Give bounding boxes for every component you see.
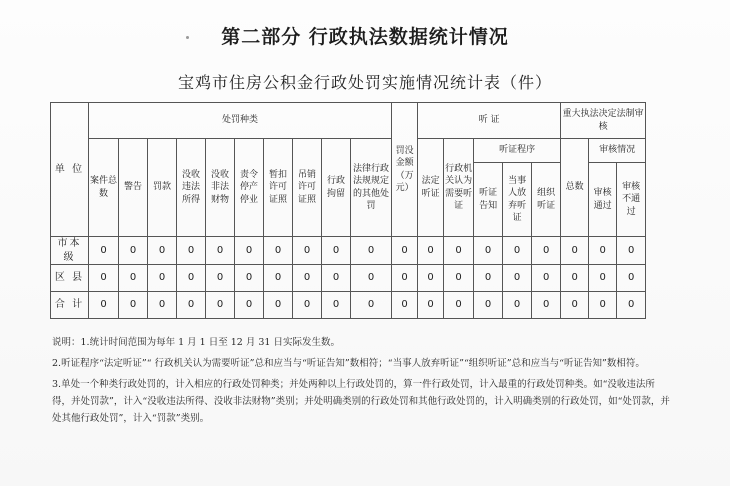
table-cell: 0	[293, 237, 322, 265]
table-cell: 0	[418, 265, 444, 292]
table-cell: 0	[206, 292, 235, 319]
section-title: 第二部分 行政执法数据统计情况	[221, 26, 509, 48]
table-cell: 0	[235, 265, 264, 292]
table-cell: 0	[322, 265, 351, 292]
table-cell: 0	[418, 237, 444, 265]
header-detention: 行政拘留	[322, 139, 351, 237]
header-hearing: 听 证	[418, 103, 561, 139]
table-cell: 0	[351, 237, 392, 265]
table-cell: 0	[119, 292, 148, 319]
table-cell: 0	[119, 237, 148, 265]
table-cell: 0	[119, 265, 148, 292]
table-cell: 0	[503, 237, 532, 265]
note-2: 2.听证程序“法定听证”“ 行政机关认为需要听证”总和应当与“听证告知”数相符；“当事人放弃听证”“组织听证”总和应当与“听证告知”数相符。	[52, 358, 645, 369]
header-case-total: 案件总数	[89, 139, 119, 237]
table-cell: 0	[235, 292, 264, 319]
header-revoke-license: 吊销许可证照	[293, 139, 322, 237]
table-cell: 0	[589, 292, 617, 319]
table-row	[51, 265, 646, 292]
table-cell: 0	[532, 265, 561, 292]
table-cell: 0	[444, 237, 474, 265]
table-cell: 0	[148, 292, 177, 319]
table-cell: 0	[503, 292, 532, 319]
table-cell: 0	[89, 237, 119, 265]
header-unit: 单 位	[51, 103, 89, 237]
table-cell: 0	[617, 237, 646, 265]
header-review-total: 总数	[561, 139, 589, 237]
header-confiscate-property: 没收非法财物	[206, 139, 235, 237]
header-legal-hearing: 法定听证	[418, 139, 444, 237]
header-fine-amount: 罚没金额（万元）	[392, 103, 418, 237]
table-cell: 0	[532, 237, 561, 265]
table-cell: 0	[589, 237, 617, 265]
table-row	[51, 292, 646, 319]
table-cell: 0	[322, 292, 351, 319]
table-cell: 0	[177, 237, 206, 265]
table-cell: 0	[532, 292, 561, 319]
table-cell: 0	[617, 292, 646, 319]
table-cell: 0	[206, 237, 235, 265]
table-cell: 0	[148, 265, 177, 292]
table-row	[51, 237, 646, 265]
table-cell: 0	[177, 265, 206, 292]
table-cell: 0	[444, 265, 474, 292]
header-hearing-procedure: 听证程序	[474, 139, 561, 163]
header-agency-hearing: 行政机关认为需要听证	[444, 139, 474, 237]
header-party-waive: 当事人放弃听证	[503, 163, 532, 237]
table-cell: 0	[444, 292, 474, 319]
header-suspend: 责令停产停业	[235, 139, 264, 237]
note-1: 说明：1.统计时间范围为每年 1 月 1 日至 12 月 31 日实际发生数。	[52, 337, 340, 348]
row-label: 区 县	[51, 265, 89, 292]
statistics-table	[50, 102, 646, 319]
table-cell: 0	[474, 292, 503, 319]
table-cell: 0	[264, 237, 293, 265]
table-cell: 0	[177, 292, 206, 319]
table-cell: 0	[392, 237, 418, 265]
header-hearing-notice: 听证告知	[474, 163, 503, 237]
header-confiscate-income: 没收违法所得	[177, 139, 206, 237]
header-suspend-license: 暂扣许可证照	[264, 139, 293, 237]
table-cell: 0	[474, 237, 503, 265]
table-cell: 0	[392, 265, 418, 292]
table-cell: 0	[418, 292, 444, 319]
table-title: 宝鸡市住房公积金行政处罚实施情况统计表（件）	[177, 73, 552, 92]
row-label: 市本级	[51, 237, 89, 265]
table-cell: 0	[474, 265, 503, 292]
table-cell: 0	[617, 265, 646, 292]
table-cell: 0	[148, 237, 177, 265]
table-cell: 0	[503, 265, 532, 292]
row-label: 合 计	[51, 292, 89, 319]
table-cell: 0	[589, 265, 617, 292]
table-cell: 0	[293, 265, 322, 292]
table-cell: 0	[206, 265, 235, 292]
header-review-pass: 审核通过	[589, 163, 617, 237]
table-cell: 0	[351, 292, 392, 319]
table-cell: 0	[235, 237, 264, 265]
notes	[52, 334, 672, 427]
table-cell: 0	[351, 265, 392, 292]
header-warning: 警告	[119, 139, 148, 237]
table-cell: 0	[293, 292, 322, 319]
table-cell: 0	[561, 265, 589, 292]
header-review-status: 审核情况	[589, 139, 646, 163]
note-3: 3.单处一个种类行政处罚的，计入相应的行政处罚种类；并处两种以上行政处罚的，算一件行政处罚，计入最重的行政处罚种类。如“没收违法所得，并处罚款”，计入“没收违法所得、没收非法财物”类别；并处明确类别的行政处罚和其他行政处罚的，计入明确类别的行政处罚，如“处罚款，并处其他行政处罚”，计入“罚款”类别。	[52, 379, 670, 424]
table-cell: 0	[89, 265, 119, 292]
header-other: 法律行政法规规定的其他处罚	[351, 139, 392, 237]
table-cell: 0	[89, 292, 119, 319]
header-fine: 罚款	[148, 139, 177, 237]
table-cell: 0	[322, 237, 351, 265]
header-review-fail: 审核不通过	[617, 163, 646, 237]
table-cell: 0	[264, 265, 293, 292]
header-organized-hearing: 组织听证	[532, 163, 561, 237]
header-major-review: 重大执法决定法制审核	[561, 103, 646, 139]
table-cell: 0	[561, 292, 589, 319]
table-cell: 0	[561, 237, 589, 265]
table-cell: 0	[392, 292, 418, 319]
header-penalty-types: 处罚种类	[89, 103, 392, 139]
table-cell: 0	[264, 292, 293, 319]
